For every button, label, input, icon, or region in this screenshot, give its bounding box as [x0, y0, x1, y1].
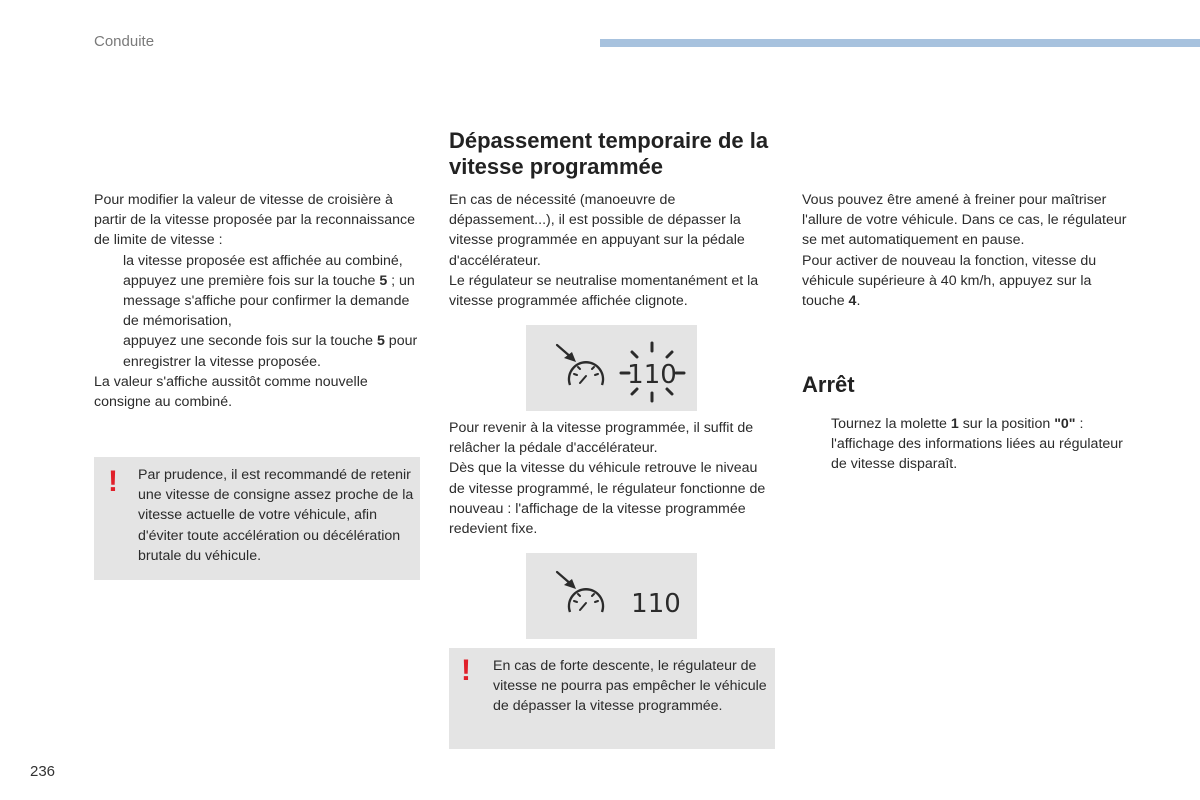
header-title: Conduite	[94, 33, 155, 50]
key-number: 5	[379, 272, 388, 289]
column-left	[94, 190, 422, 412]
col1-bullet-list	[94, 251, 422, 372]
paragraph-text: .	[856, 293, 861, 310]
list-item	[94, 271, 422, 332]
bullet-text: appuyez une première fois sur la touche	[123, 272, 380, 289]
programmed-speed-value: 110	[627, 360, 677, 390]
list-item	[94, 331, 422, 371]
bullet-text: la vitesse proposée est affichée au combiné,	[123, 252, 403, 269]
col3-paragraph: Vous pouvez être amené à freiner pour maîtriser l'allure de votre véhicule. Dans ce cas, le régulateur se met automatiquement en pause.	[802, 192, 1127, 249]
warning-text: Par prudence, il est recommandé de retenir une vitesse de consigne assez proche de la vitesse actuelle de votre véhicule, afin d'éviter toute accélération ou décélération brutale du véhicule.	[138, 467, 414, 564]
position-value: "0"	[1054, 416, 1076, 432]
speedometer-cruise-icon	[526, 553, 697, 639]
column-middle	[449, 190, 775, 311]
list-item	[94, 251, 422, 271]
page-number: 236	[30, 763, 56, 780]
bullet-text: appuyez une seconde fois sur la touche	[123, 333, 377, 350]
list-item	[802, 414, 1132, 475]
col1-intro: Pour modifier la valeur de vitesse de croisière à partir de la vitesse proposée par la reconnaissance de limite de vitesse :	[94, 192, 415, 249]
speedometer-cruise-icon	[526, 325, 697, 411]
warning-box	[449, 648, 775, 749]
cruise-display-fixed	[526, 553, 697, 639]
exclamation-icon: !	[108, 465, 118, 498]
key-number: 5	[376, 333, 385, 350]
section-title-arret: Arrêt	[802, 372, 855, 397]
arret-content	[802, 414, 1132, 475]
bullet-text: Tournez la molette	[831, 416, 951, 432]
header-bar	[600, 39, 1200, 47]
bullet-text: sur la position	[958, 416, 1055, 432]
section-title-depassement: Dépassement temporaire de la vitesse programmée	[449, 128, 769, 179]
col1-outro: La valeur s'affiche aussitôt comme nouvelle consigne au combiné.	[94, 373, 368, 411]
exclamation-icon: !	[461, 654, 471, 687]
warning-box	[94, 457, 420, 580]
bullet-text: pour enregistrer la vitesse proposée.	[123, 333, 418, 370]
column-middle-continued	[449, 418, 775, 539]
depassement-paragraph: Dès que la vitesse du véhicule retrouve le niveau de vitesse programmé, le régulateur fonctionne de nouveau : l'affichage de la vitesse programmée redevient fixe.	[449, 460, 766, 538]
cruise-display-blinking	[526, 325, 697, 411]
depassement-paragraph: Pour revenir à la vitesse programmée, il suffit de relâcher la pédale d'accélérateur.	[449, 420, 754, 457]
key-number: 1	[950, 416, 959, 432]
column-right	[802, 190, 1132, 311]
depassement-paragraph: Le régulateur se neutralise momentanément et la vitesse programmée affichée clignote.	[449, 272, 759, 310]
arret-bullet-list	[802, 414, 1132, 475]
col3-paragraph	[802, 251, 1132, 312]
bullet-text: ; un message s'affiche pour confirmer la demande de mémorisation,	[123, 272, 415, 330]
depassement-paragraph: En cas de nécessité (manoeuvre de dépassement...), il est possible de dépasser la vitesse programmée en appuyant sur la pédale d'accélérateur.	[449, 192, 745, 269]
key-number: 4	[848, 293, 857, 310]
paragraph-text: Pour activer de nouveau la fonction, vitesse du véhicule supérieure à 40 km/h, appuyez sur la touche	[802, 252, 1097, 310]
bullet-text: : l'affichage des informations liées au régulateur de vitesse disparaît.	[831, 416, 1123, 473]
programmed-speed-value: 110	[631, 589, 681, 619]
warning-text: En cas de forte descente, le régulateur de vitesse ne pourra pas empêcher le véhicule de dépasser la vitesse programmée.	[493, 658, 767, 715]
